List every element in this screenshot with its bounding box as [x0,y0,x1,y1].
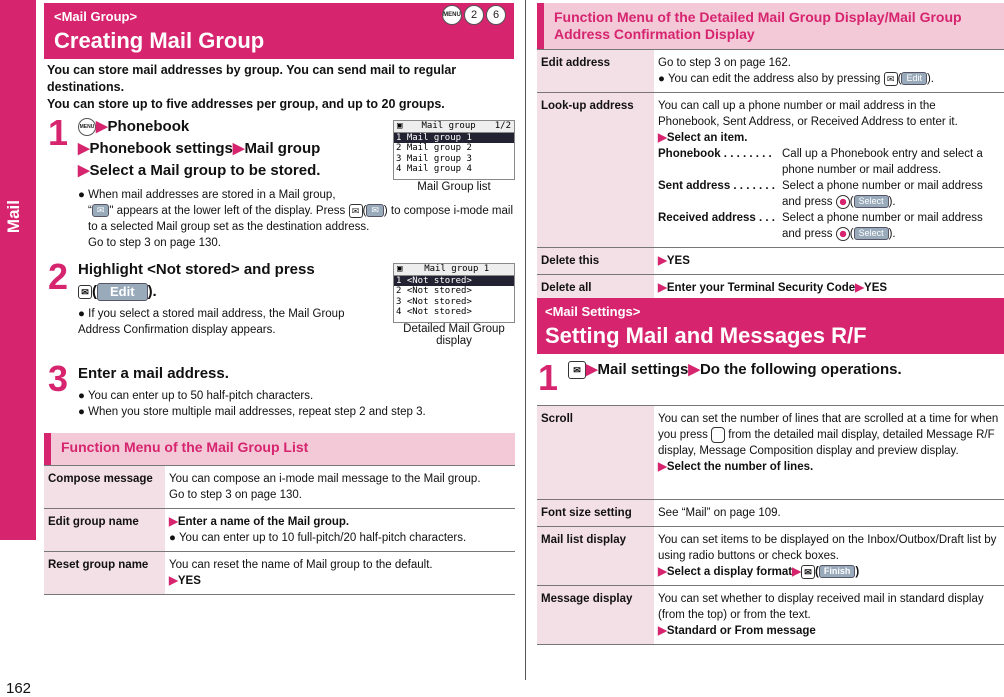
column-divider [525,0,526,680]
finish-softkey: Finish [819,565,856,578]
mail-key-icon: ✉ [78,285,92,299]
mail-key-icon: ✉ [884,72,898,86]
header-title: Creating Mail Group [54,28,265,53]
center-key-icon [836,227,850,241]
mail-key-icon: ✉ [349,204,363,218]
step-1-number-right: 1 [538,357,559,398]
menu-key-icon: MENU [442,5,462,25]
step-1-note: ● When mail addresses are stored in a Mail group, “ ✉ " appears at the lower left of the display. Press ✉ ( ✉ ) to compose i-mode mail to a selected Mail group set as the destination address. Go to step 3 on page 130. [78,189,514,249]
list-item: 2 <Not stored> [396,286,472,296]
function-menu-header-right: Function Menu of the Detailed Mail Group Display/Mail Group Address Confirmation Display [537,3,1004,49]
mail-key-icon: ✉ [568,361,586,379]
step-2-text: Highlight <Not stored> and press ✉ ( Edit ). [78,261,315,300]
mail-key-icon: ✉ [801,565,815,579]
list-item: 2 Mail group 2 [396,143,472,153]
table-row: Message display You can set whether to display received mail in standard display (from the top) or from the text. ▶Standard or From message [537,586,1004,645]
table-row: Delete this ▶YES [537,248,1004,275]
select-softkey: Select [854,227,889,240]
table-row: Font size setting See “Mail” on page 109. [537,500,1004,527]
table-row: Compose message You can compose an i-mode mail message to the Mail group. Go to step 3 on page 130. [44,466,515,509]
key-sequence [442,5,506,25]
step-3-number: 3 [48,358,69,399]
intro-line-2: You can store up to five addresses per group, and up to 20 groups. [47,97,445,111]
intro-line-1: You can store mail addresses by group. You can send mail to regular destinations. [47,63,457,94]
header-subtitle: <Mail Group> [54,9,138,24]
header-subtitle: <Mail Settings> [545,304,641,319]
step-3-notes: ● You can enter up to 50 half-pitch characters. ● When you store multiple mail addresses, repeat step 2 and step 3. [78,390,426,418]
function-menu-table-left [44,465,515,595]
screen-icon: ▣ [397,121,403,131]
mail-softkey-icon: ✉ [366,204,384,217]
header-title: Setting Mail and Messages R/F [545,323,867,348]
table-row: Delete all ▶Enter your Terminal Security Code▶YES [537,275,1004,302]
screen-icon: ▣ [397,264,403,274]
nav-key-icon [711,427,725,443]
page-number: 162 [6,680,32,697]
list-item: 3 Mail group 3 [396,153,472,164]
list-item: 4 Mail group 4 [396,164,472,174]
screen-2-caption: Detailed Mail Group display [403,323,505,347]
list-item: 3 <Not stored> [396,296,472,307]
table-row: Mail list display You can set items to be displayed on the Inbox/Outbox/Draft list by using radio buttons or check boxes. ▶Select a display format▶ ✉ ( Finish ) [537,527,1004,586]
detailed-mail-group-screen: ▣ Mail group 1 1 <Not stored> 2 <Not stored> 3 <Not stored> 4 <Not stored> [393,263,515,323]
mail-group-list-screen: ▣ Mail group 1/2 1 Mail group 1 2 Mail group 2 3 Mail group 3 4 Mail group 4 [393,120,515,180]
list-item: 4 <Not stored> [396,307,472,317]
function-menu-table-right [537,49,1004,302]
list-item: 1 Mail group 1 [394,133,514,144]
side-tab-label: Mail [4,200,23,234]
step-2-note: ● If you select a stored mail address, the Mail Group Address Confirmation display appears. [78,308,345,336]
step-1-number: 1 [48,112,69,153]
intro-text [47,62,517,113]
key-2-icon: 2 [464,5,484,25]
edit-softkey: Edit [97,283,148,301]
table-row: Edit group name ▶Enter a name of the Mail group. ● You can enter up to 10 full-pitch/20 half-pitch characters. [44,509,515,552]
center-key-icon [836,195,850,209]
table-row: Scroll You can set the number of lines that are scrolled at a time for when you press from the detailed mail display, detailed Message R/F display, Message Composition display and preview display. ▶Select the number of lines. [537,406,1004,500]
step-2-number: 2 [48,256,69,297]
table-row: Look-up address You can call up a phone number or mail address in the Phonebook, Sent Address, or Received Address to enter it. ▶Select an item. Phonebook . . . . . . . . Call up a Phonebook entry and select a phone number or mail address. Sent address . . . . . . . Select a phone number or mail address and press ( Select ). Received address . . . Select a phone number or mail address and press ( Select ). [537,93,1004,248]
mail-settings-table [537,405,1004,645]
edit-softkey: Edit [901,72,927,85]
table-row: Edit address Go to step 3 on page 162. ● You can edit the address also by pressing ✉ ( Edit ). [537,50,1004,93]
step-1-text-right: ✉ ▶Mail settings▶Do the following operations. [568,359,998,381]
mail-softkey-icon: ✉ [92,204,110,217]
section-header-mail-settings [537,298,1004,354]
screen-1-caption: Mail Group list [417,181,491,193]
menu-key-icon: MENU [78,118,96,136]
select-softkey: Select [854,195,889,208]
key-6-icon: 6 [486,5,506,25]
step-1-text: MENU ▶Phonebook ▶Phonebook settings▶Mail group ▶Select a Mail group to be stored. [78,118,321,179]
table-row: Reset group name You can reset the name of Mail group to the default. ▶YES [44,552,515,595]
step-3-text: Enter a mail address. [78,365,229,382]
function-menu-header-left: Function Menu of the Mail Group List [44,433,515,465]
side-tab [0,0,36,540]
list-item: 1 <Not stored> [394,276,514,287]
